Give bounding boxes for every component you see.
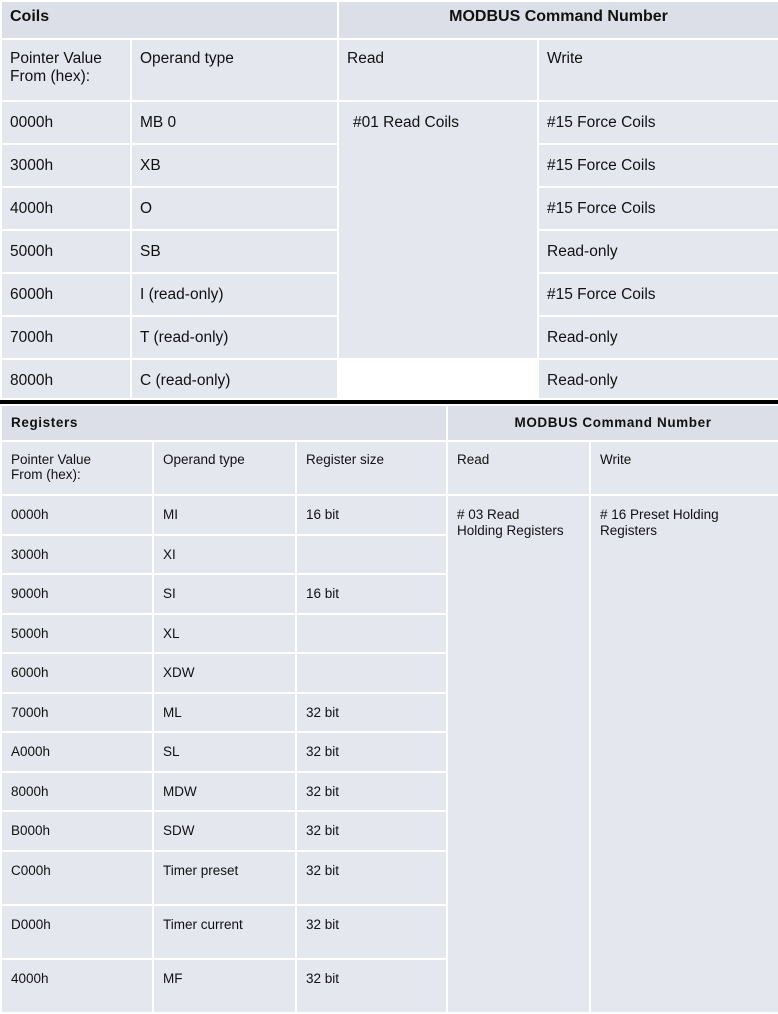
registers-operand-cell: MDW: [153, 772, 296, 811]
coils-pointer-header: [1, 39, 131, 101]
registers-pointer-cell: A000h: [1, 732, 153, 772]
registers-table: [0, 404, 778, 1014]
coils-read-blank-cell: [338, 359, 538, 399]
coils-modbus-header: MODBUS Command Number: [338, 1, 778, 39]
coils-write-cell: Read-only: [538, 230, 778, 273]
registers-operand-cell: SL: [153, 732, 296, 772]
registers-size-cell: 32 bit: [296, 959, 447, 1013]
registers-operand-cell: MI: [153, 495, 296, 535]
registers-size-cell: [296, 653, 447, 693]
registers-size-cell: 32 bit: [296, 811, 447, 851]
registers-size-header: Register size: [296, 441, 447, 495]
coils-pointer-cell: 3000h: [1, 144, 131, 187]
coils-pointer-header-line2: From (hex):: [10, 68, 91, 85]
registers-operand-cell: SI: [153, 574, 296, 614]
registers-size-cell: [296, 614, 447, 653]
registers-operand-cell: MF: [153, 959, 296, 1013]
registers-pointer-cell: 5000h: [1, 614, 153, 653]
coils-write-cell: #15 Force Coils: [538, 101, 778, 144]
coils-pointer-header-line1: Pointer Value: [10, 50, 102, 67]
coils-operand-cell: I (read-only): [131, 273, 338, 316]
registers-operand-header: Operand type: [153, 441, 296, 495]
registers-pointer-cell: 3000h: [1, 535, 153, 574]
table-row: [1, 101, 778, 144]
coils-pointer-cell: 5000h: [1, 230, 131, 273]
registers-pointer-cell: 0000h: [1, 495, 153, 535]
registers-pointer-header: [1, 441, 153, 495]
registers-operand-cell: ML: [153, 693, 296, 732]
table-row: [1, 495, 778, 535]
registers-size-cell: 32 bit: [296, 693, 447, 732]
registers-pointer-cell: C000h: [1, 851, 153, 905]
registers-size-cell: 16 bit: [296, 495, 447, 535]
coils-operand-cell: T (read-only): [131, 316, 338, 359]
coils-operand-cell: XB: [131, 144, 338, 187]
coils-operand-cell: SB: [131, 230, 338, 273]
coils-write-cell: #15 Force Coils: [538, 187, 778, 230]
coils-title-row: [1, 1, 778, 39]
registers-title-row: [1, 405, 778, 441]
registers-operand-cell: SDW: [153, 811, 296, 851]
coils-header-row: [1, 39, 778, 101]
registers-pointer-cell: 8000h: [1, 772, 153, 811]
coils-pointer-cell: 6000h: [1, 273, 131, 316]
coils-pointer-cell: 4000h: [1, 187, 131, 230]
registers-pointer-cell: D000h: [1, 905, 153, 959]
coils-operand-cell: O: [131, 187, 338, 230]
coils-pointer-cell: 7000h: [1, 316, 131, 359]
registers-pointer-header-line1: Pointer Value: [11, 452, 92, 467]
coils-read-command-cell: #01 Read Coils: [338, 101, 538, 359]
registers-pointer-cell: 4000h: [1, 959, 153, 1013]
registers-size-cell: 32 bit: [296, 772, 447, 811]
registers-read-command-line1: # 03 Read: [457, 507, 520, 522]
registers-read-command-line2: Holding Registers: [457, 523, 564, 538]
registers-title: Registers: [1, 405, 447, 441]
registers-operand-cell: XL: [153, 614, 296, 653]
registers-operand-cell: XI: [153, 535, 296, 574]
coils-operand-header: Operand type: [131, 39, 338, 101]
registers-pointer-cell: 6000h: [1, 653, 153, 693]
registers-header-row: [1, 441, 778, 495]
registers-operand-cell: Timer current: [153, 905, 296, 959]
coils-write-cell: #15 Force Coils: [538, 144, 778, 187]
registers-size-cell: 16 bit: [296, 574, 447, 614]
coils-read-header: Read: [338, 39, 538, 101]
registers-read-command-cell: [447, 495, 590, 1013]
registers-pointer-header-line2: From (hex):: [11, 467, 81, 482]
registers-operand-cell: Timer preset: [153, 851, 296, 905]
registers-size-cell: 32 bit: [296, 732, 447, 772]
registers-pointer-cell: B000h: [1, 811, 153, 851]
table-row: [1, 359, 778, 399]
registers-modbus-header: MODBUS Command Number: [447, 405, 778, 441]
registers-size-cell: 32 bit: [296, 905, 447, 959]
coils-operand-cell: C (read-only): [131, 359, 338, 399]
coils-write-cell: #15 Force Coils: [538, 273, 778, 316]
registers-size-cell: 32 bit: [296, 851, 447, 905]
registers-read-header: Read: [447, 441, 590, 495]
registers-size-cell: [296, 535, 447, 574]
registers-write-header: Write: [590, 441, 778, 495]
coils-write-cell: Read-only: [538, 359, 778, 399]
registers-write-command-cell: [590, 495, 778, 1013]
coils-operand-cell: MB 0: [131, 101, 338, 144]
coils-table: [0, 0, 778, 400]
registers-pointer-cell: 7000h: [1, 693, 153, 732]
coils-write-cell: Read-only: [538, 316, 778, 359]
coils-write-header: Write: [538, 39, 778, 101]
coils-title: Coils: [1, 1, 338, 39]
registers-write-command-line1: # 16 Preset Holding: [600, 507, 719, 522]
registers-operand-cell: XDW: [153, 653, 296, 693]
coils-pointer-cell: 0000h: [1, 101, 131, 144]
registers-write-command-line2: Registers: [600, 523, 658, 538]
registers-pointer-cell: 9000h: [1, 574, 153, 614]
coils-pointer-cell: 8000h: [1, 359, 131, 399]
